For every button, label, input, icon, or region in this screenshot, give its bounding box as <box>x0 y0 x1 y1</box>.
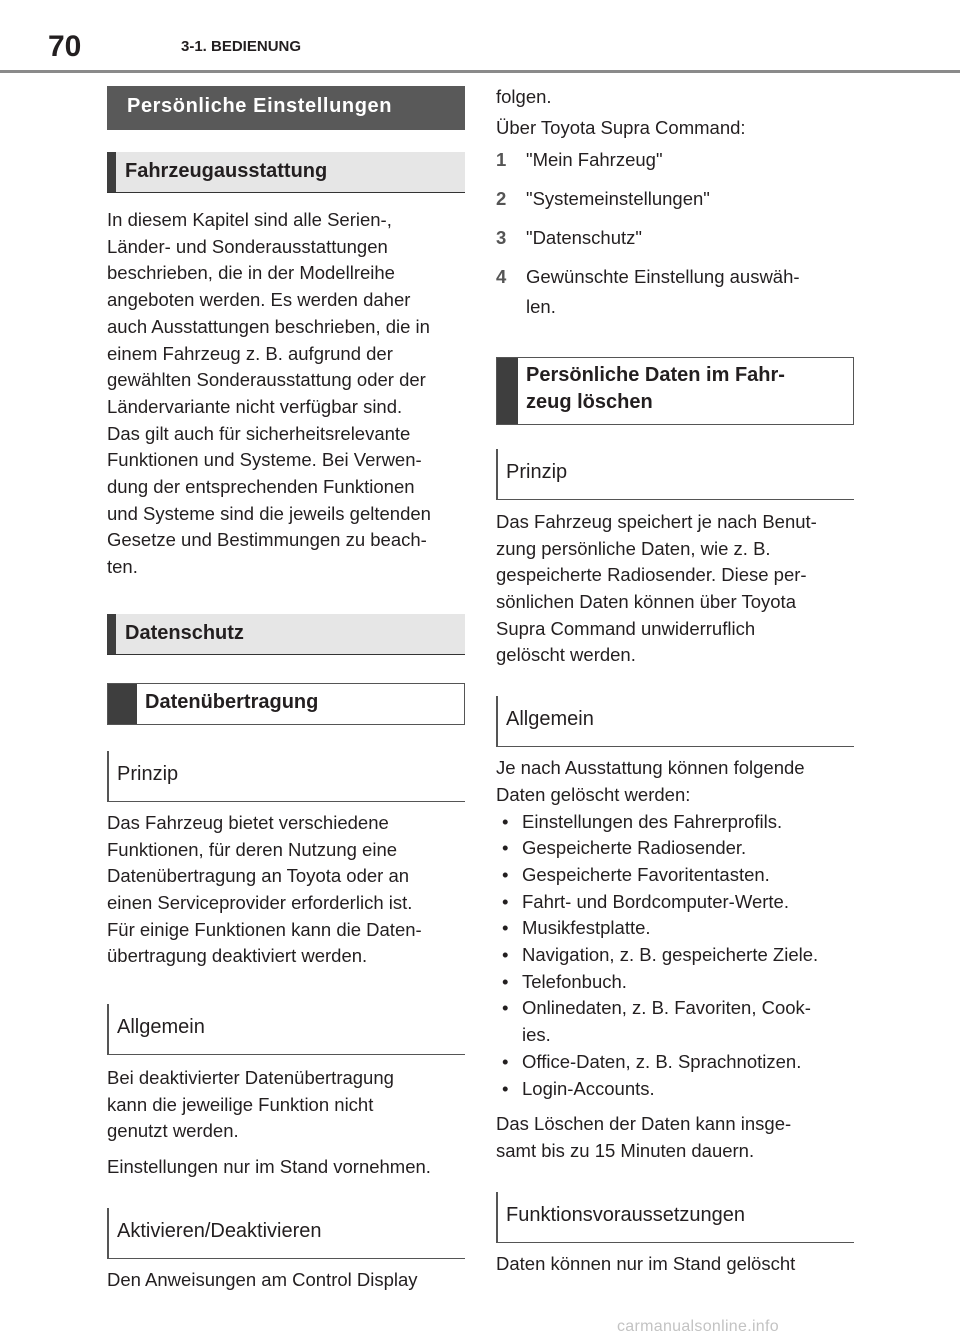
text-line: einen Serviceprovider erforderlich ist. <box>107 891 413 913</box>
continued-text: folgen. <box>496 86 552 107</box>
list-item: • Fahrt- und Bordcomputer-Werte. <box>496 889 854 916</box>
heading-allgemein-right <box>496 696 854 747</box>
watermark: carmanualsonline.info <box>617 1318 779 1335</box>
list-item: • Login-Accounts. <box>496 1076 854 1103</box>
text-line: Funktionen und Systeme. Bei Verwen- <box>107 449 422 471</box>
text-line: dung der entsprechenden Funktionen <box>107 476 415 498</box>
heading-line: Persönliche Daten im Fahr- <box>526 363 785 386</box>
list-item: • Musikfestplatte. <box>496 915 854 942</box>
text-line: In diesem Kapitel sind alle Serien-, <box>107 209 392 230</box>
text-line: sönlichen Daten können über Toyota <box>496 591 796 613</box>
text-line: angeboten werden. Es werden daher <box>107 289 411 311</box>
heading-text: Allgemein <box>117 1016 205 1039</box>
step-text-line: len. <box>526 296 556 318</box>
text-line: beschrieben, die in der Modellreihe <box>107 262 395 284</box>
text-line: übertragung deaktiviert werden. <box>107 945 368 967</box>
principle-paragraph-right <box>496 509 854 669</box>
text-line: Das gilt auch für sicherheitsrelevante <box>107 422 411 444</box>
text-line: und Systeme sind die jeweils geltenden <box>107 502 431 524</box>
step-number: 1 <box>496 149 507 171</box>
step-text: "Datenschutz" <box>526 226 642 248</box>
text-line: Datenübertragung an Toyota oder an <box>107 865 410 887</box>
heading-persoenliche-einstellungen: Persönliche Einstellungen <box>107 86 465 130</box>
step-number: 3 <box>496 226 507 248</box>
left-column <box>107 86 465 1303</box>
heading-text: Prinzip <box>117 762 179 785</box>
list-item-text: ies. <box>522 1024 551 1046</box>
heading-prinzip-right <box>496 449 854 500</box>
text-line: auch Ausstattungen beschrieben, die in <box>107 315 430 337</box>
text-line: samt bis zu 15 Minuten dauern. <box>496 1139 755 1161</box>
heading-bar <box>497 358 518 424</box>
text-line: gelöscht werden. <box>496 644 636 666</box>
heading-allgemein <box>107 1004 465 1055</box>
text-line: Gesetze und Bestimmungen zu beach- <box>107 529 427 551</box>
text-line: gespeicherte Radiosender. Diese per- <box>496 564 807 586</box>
step-1 <box>496 147 854 174</box>
step-text <box>526 264 800 321</box>
heading-bar <box>108 684 137 724</box>
right-column <box>496 86 854 1286</box>
heading-text: Datenübertragung <box>145 690 319 713</box>
list-item-text: Onlinedaten, z. B. Favoriten, Cook- <box>522 997 811 1019</box>
heading-bar <box>107 614 116 654</box>
text-line: Ländervariante nicht verfügbar sind. <box>107 395 403 417</box>
text-line: Bei deaktivierter Datenübertragung <box>107 1067 394 1089</box>
text-line: Je nach Ausstattung können folgende <box>496 757 805 779</box>
list-item: • Office-Daten, z. B. Sprachnotizen. <box>496 1049 854 1076</box>
text-line: Daten gelöscht werden: <box>496 783 691 805</box>
step-2 <box>496 186 854 213</box>
heading-aktivieren-deaktivieren <box>107 1208 465 1259</box>
duration-paragraph <box>496 1111 854 1164</box>
text-line: Das Löschen der Daten kann insge- <box>496 1113 792 1135</box>
text-line: Funktionen, für deren Nutzung eine <box>107 838 398 860</box>
text-line: ten. <box>107 556 138 578</box>
text-line: Supra Command unwiderruflich <box>496 617 756 639</box>
text-line: Für einige Funktionen kann die Daten- <box>107 918 422 940</box>
section-label: 3-1. BEDIENUNG <box>181 38 302 55</box>
general-intro <box>496 755 854 808</box>
text-line: Das Fahrzeug bietet verschiedene <box>107 811 389 833</box>
heading-text: Funktionsvoraussetzungen <box>506 1203 746 1226</box>
text-line: gewählten Sonderausstattung oder der <box>107 369 426 391</box>
list-item: • Telefonbuch. <box>496 969 854 996</box>
text-line: einem Fahrzeug z. B. aufgrund der <box>107 342 393 364</box>
text-line: genutzt werden. <box>107 1120 239 1142</box>
general-note: Einstellungen nur im Stand vornehmen. <box>107 1156 431 1178</box>
list-item: • Navigation, z. B. gespeicherte Ziele. <box>496 942 854 969</box>
heading-text <box>518 358 793 424</box>
heading-text: Allgemein <box>506 708 594 731</box>
list-item: • Einstellungen des Fahrerprofils. <box>496 809 854 836</box>
header-rule <box>0 70 960 73</box>
heading-text: Fahrzeugausstattung <box>125 160 328 182</box>
heading-text: Aktivieren/Deaktivieren <box>117 1219 322 1242</box>
text-line: Länder- und Sonderausstattungen <box>107 235 388 257</box>
step-4 <box>496 264 854 321</box>
requirements-paragraph: Daten können nur im Stand gelöscht <box>496 1252 796 1274</box>
activate-paragraph: Den Anweisungen am Control Display <box>107 1268 418 1290</box>
equipment-paragraph <box>107 207 465 581</box>
heading-text: Datenschutz <box>125 621 244 644</box>
heading-fahrzeugausstattung <box>107 152 465 193</box>
text-line: kann die jeweilige Funktion nicht <box>107 1093 374 1115</box>
list-item: • Gespeicherte Favoritentasten. <box>496 862 854 889</box>
step-text: "Mein Fahrzeug" <box>526 149 663 171</box>
step-number: 4 <box>496 265 507 287</box>
via-text: Über Toyota Supra Command: <box>496 116 746 138</box>
general-paragraph <box>107 1065 465 1145</box>
heading-bar <box>107 152 116 192</box>
heading-datenschutz <box>107 614 465 655</box>
step-3 <box>496 225 854 252</box>
heading-text: Prinzip <box>506 460 568 483</box>
text-line: Das Fahrzeug speichert je nach Benut- <box>496 510 817 532</box>
step-number: 2 <box>496 188 507 210</box>
heading-persoenliche-daten-loeschen <box>496 357 854 425</box>
page-number: 70 <box>48 30 82 63</box>
step-text: "Systemeinstellungen" <box>526 188 710 210</box>
principle-paragraph <box>107 810 465 970</box>
step-text-line: Gewünschte Einstellung auswäh- <box>526 265 800 287</box>
text-line: zung persönliche Daten, wie z. B. <box>496 537 771 559</box>
heading-funktionsvoraussetzungen <box>496 1192 854 1243</box>
list-item <box>496 995 854 1048</box>
heading-datenuebertragung <box>107 683 465 725</box>
heading-prinzip <box>107 751 465 802</box>
deletable-data-list <box>496 809 854 1103</box>
heading-line: zeug löschen <box>526 390 653 413</box>
list-item: • Gespeicherte Radiosender. <box>496 835 854 862</box>
